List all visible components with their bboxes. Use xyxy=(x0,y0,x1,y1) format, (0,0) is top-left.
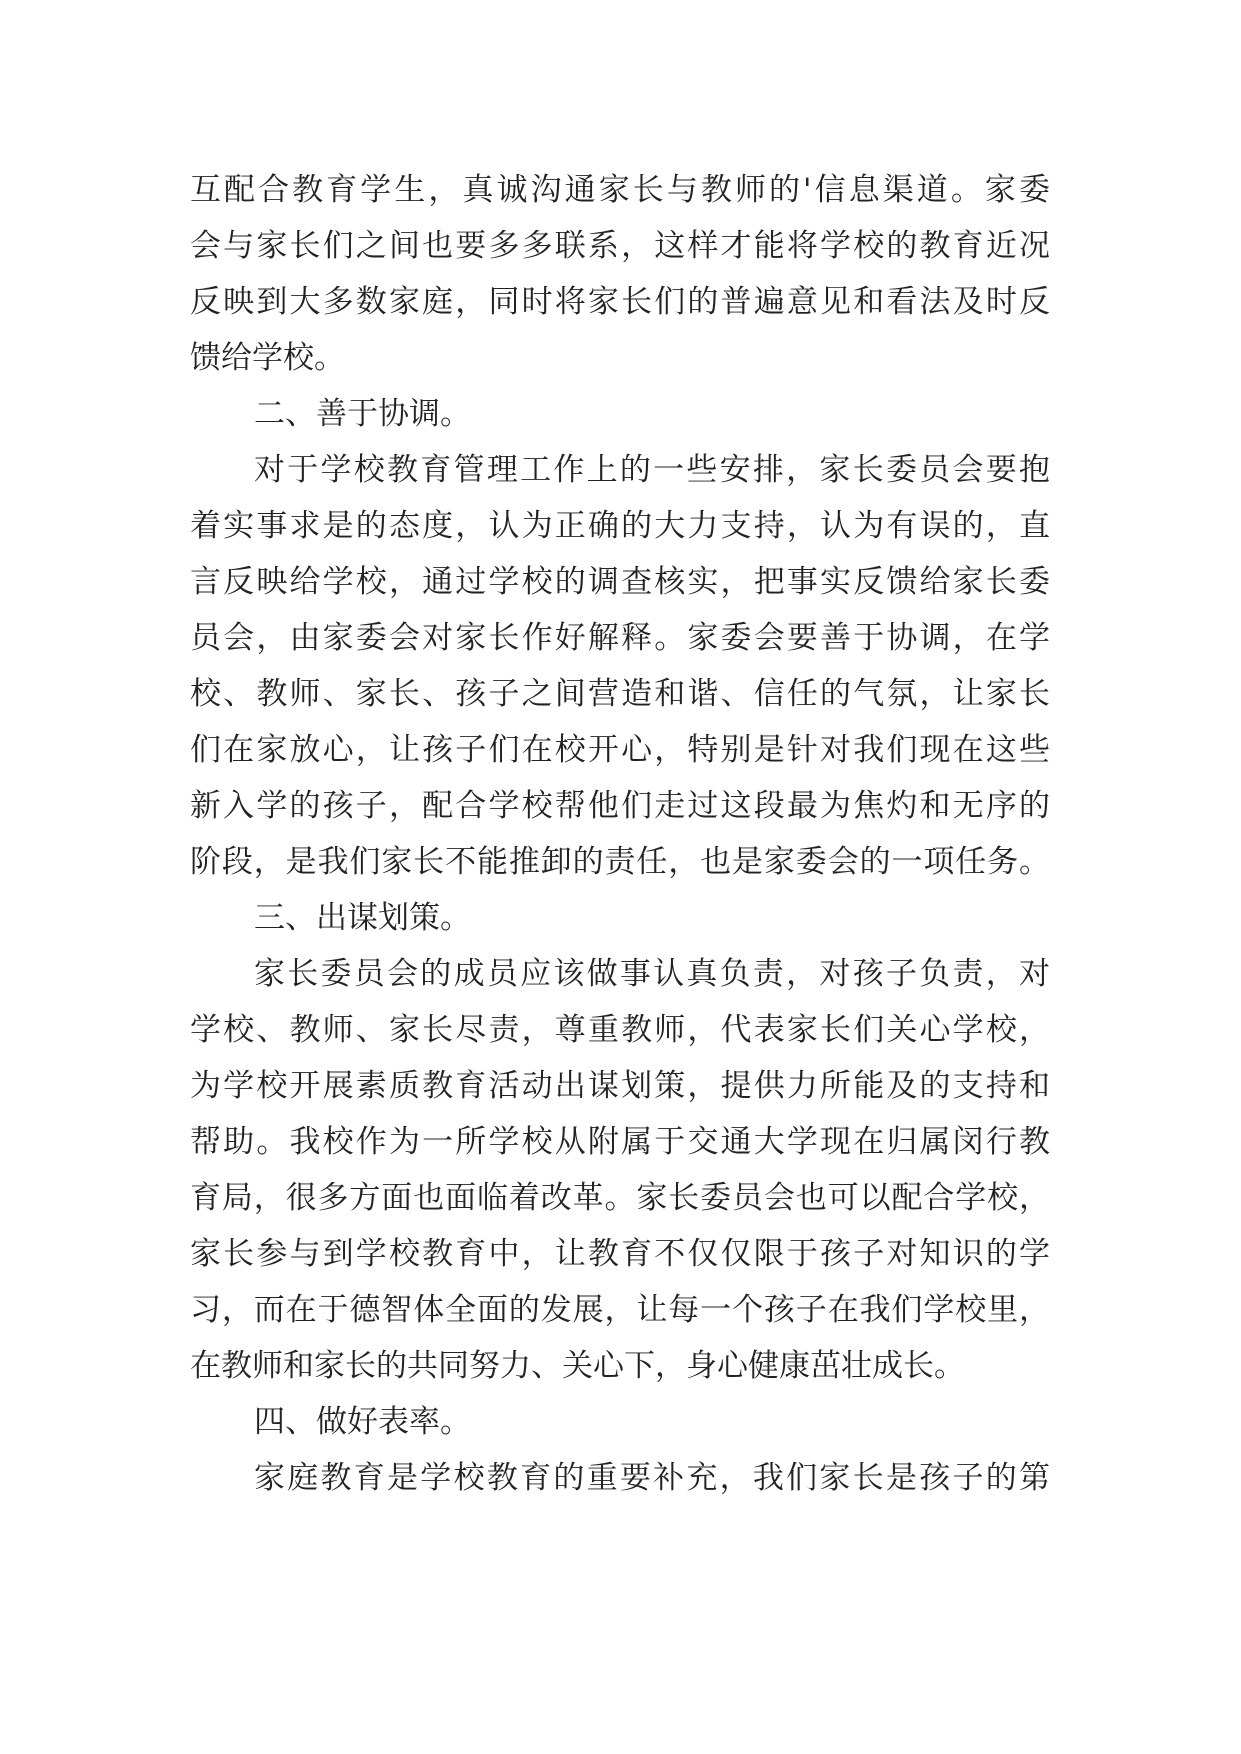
text-line: 们在家放心，让孩子们在校开心，特别是针对我们现在这些 xyxy=(190,732,1050,768)
text-line: 家庭教育是学校教育的重要补充，我们家长是孩子的第 xyxy=(254,1460,1050,1496)
text-line: 帮助。我校作为一所学校从附属于交通大学现在归属闵行教 xyxy=(190,1124,1050,1160)
section-heading: 四、做好表率。 xyxy=(254,1404,471,1440)
section-heading: 三、出谋划策。 xyxy=(254,900,471,936)
text-line: 对于学校教育管理工作上的一些安排，家长委员会要抱 xyxy=(254,452,1050,488)
text-line: 校、教师、家长、孩子之间营造和谐、信任的气氛，让家长 xyxy=(190,676,1050,712)
text-line: 言反映给学校，通过学校的调查核实，把事实反馈给家长委 xyxy=(190,564,1050,600)
text-line: 学校、教师、家长尽责，尊重教师，代表家长们关心学校， xyxy=(190,1012,1050,1048)
text-line: 会与家长们之间也要多多联系，这样才能将学校的教育近况 xyxy=(190,228,1050,264)
text-line: 家长委员会的成员应该做事认真负责，对孩子负责，对 xyxy=(254,956,1050,992)
text-line: 反映到大多数家庭，同时将家长们的普遍意见和看法及时反 xyxy=(190,284,1050,320)
text-line: 着实事求是的态度，认为正确的大力支持，认为有误的，直 xyxy=(190,508,1050,544)
text-line: 新入学的孩子，配合学校帮他们走过这段最为焦灼和无序的 xyxy=(190,788,1050,824)
text-line: 在教师和家长的共同努力、关心下，身心健康茁壮成长。 xyxy=(190,1348,965,1384)
text-line: 为学校开展素质教育活动出谋划策，提供力所能及的支持和 xyxy=(190,1068,1050,1104)
text-line: 馈给学校。 xyxy=(190,340,345,376)
text-line: 育局，很多方面也面临着改革。家长委员会也可以配合学校， xyxy=(190,1180,1050,1216)
text-line: 员会，由家委会对家长作好解释。家委会要善于协调，在学 xyxy=(190,620,1050,656)
text-line: 家长参与到学校教育中，让教育不仅仅限于孩子对知识的学 xyxy=(190,1236,1050,1272)
text-line: 习，而在于德智体全面的发展，让每一个孩子在我们学校里， xyxy=(190,1292,1050,1328)
section-heading: 二、善于协调。 xyxy=(254,396,471,432)
text-line: 互配合教育学生，真诚沟通家长与教师的'信息渠道。家委 xyxy=(190,172,1050,208)
text-line: 阶段，是我们家长不能推卸的责任，也是家委会的一项任务。 xyxy=(190,844,1050,880)
